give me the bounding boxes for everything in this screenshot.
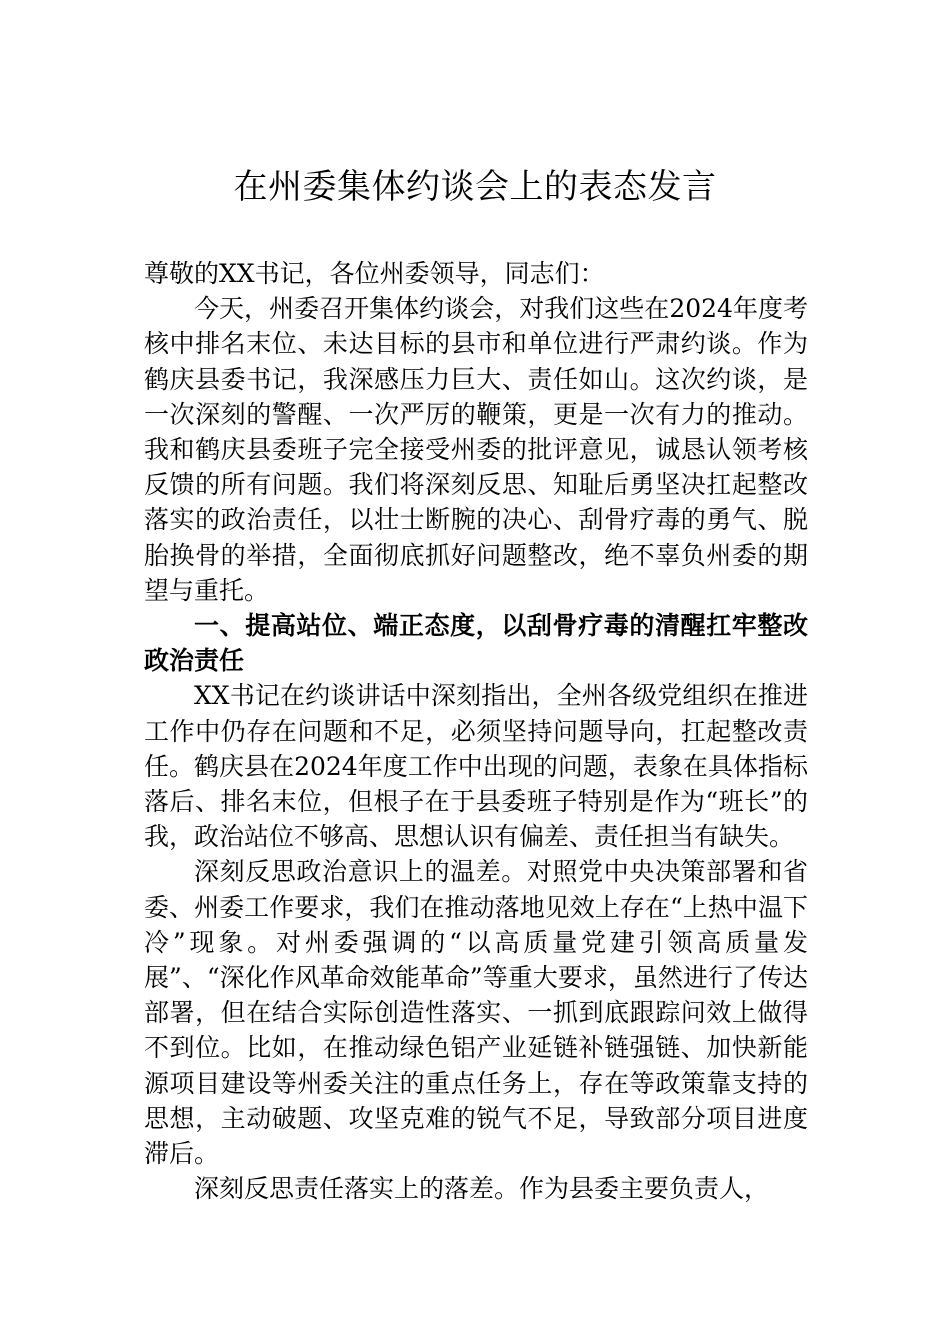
document-body <box>144 256 808 1206</box>
paragraph-section-1: XX书记在约谈讲话中深刻指出，全州各级党组织在推进工作中仍存在问题和不足，必须坚持问题导向，扛起整改责任。鹤庆县在2024年度工作中出现的问题，表象在具体指标落后、排名末位，但根子在于县委班子特别是作为“班长”的我，政治站位不够高、思想认识有偏差、责任担当有缺失。 <box>144 681 808 852</box>
salutation: 尊敬的XX书记，各位州委领导，同志们： <box>144 259 605 288</box>
paragraph-responsibility: 深刻反思责任落实上的落差。作为县委主要负责人， <box>194 1174 770 1204</box>
section-heading-1: 一、提高站位、端正态度，以刮骨疗毒的清醒扛牢整改政治责任 <box>144 611 808 676</box>
paragraph-intro: 今天，州委召开集体约谈会，对我们这些在2024年度考核中排名末位、未达目标的县市和单位进行严肃约谈。作为鹤庆县委书记，我深感压力巨大、责任如山。这次约谈，是一次深刻的警醒、一次严厉的鞭策，更是一次有力的推动。我和鹤庆县委班子完全接受州委的批评意见，诚恳认领考核反馈的所有问题。我们将深刻反思、知耻后勇坚决扛起整改落实的政治责任，以壮士断腕的决心、刮骨疗毒的勇气、脱胎换骨的举措，全面彻底抓好问题整改，绝不辜负州委的期望与重托。 <box>144 294 809 605</box>
paragraph-political-awareness: 深刻反思政治意识上的温差。对照党中央决策部署和省委、州委工作要求，我们在推动落地见效上存在“上热中温下冷”现象。对州委强调的“以高质量党建引领高质量发展”、“深化作风革命效能革命”等重大要求，虽然进行了传达部署，但在结合实际创造性落实、一抓到底跟踪问效上做得不到位。比如，在推动绿色铝产业延链补链强链、加快新能源项目建设等州委关注的重点任务上，存在等政策靠支持的思想，主动破题、攻坚克难的锐气不足，导致部分项目进度滞后。 <box>144 857 808 1169</box>
document-title: 在州委集体约谈会上的表态发言 <box>233 167 717 207</box>
